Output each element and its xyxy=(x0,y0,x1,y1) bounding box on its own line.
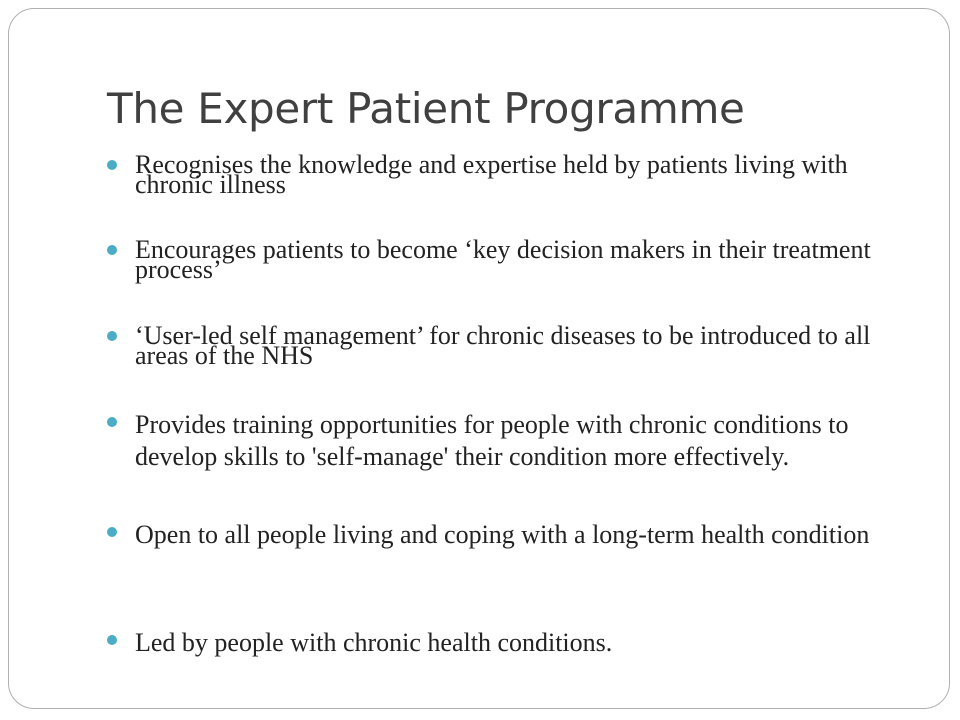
bullet-item-training-opportunities xyxy=(107,409,897,473)
bullet-text: Recognises the knowledge and expertise held by patients living with chronic illness xyxy=(135,150,848,199)
bullet-dot-icon xyxy=(107,331,117,341)
bullet-text: Encourages patients to become ‘key decision makers in their treatment process’ xyxy=(135,235,871,284)
bullet-dot-icon xyxy=(107,417,117,427)
bullet-dot-icon xyxy=(107,160,117,170)
bullet-item-open-to-all xyxy=(107,519,897,551)
bullet-text: Led by people with chronic health conditions. xyxy=(135,628,613,657)
bullet-item-key-decision-makers xyxy=(107,235,897,284)
slide-title: The Expert Patient Programme xyxy=(107,84,745,133)
bullet-item-recognises-expertise xyxy=(107,150,897,199)
bullet-dot-icon xyxy=(107,635,117,645)
bullet-item-led-by-people xyxy=(107,627,897,659)
bullet-dot-icon xyxy=(107,527,117,537)
bullet-text: ‘User-led self management’ for chronic diseases to be introduced to all areas of the NHS xyxy=(135,321,871,370)
bullet-text: Open to all people living and coping with a long-term health condition xyxy=(135,520,870,549)
bullet-text: Provides training opportunities for people with chronic conditions to develop skills to 'self-manage' their condition more effectively. xyxy=(135,410,849,471)
bullet-item-user-led-self-management xyxy=(107,321,897,370)
bullet-dot-icon xyxy=(107,245,117,255)
